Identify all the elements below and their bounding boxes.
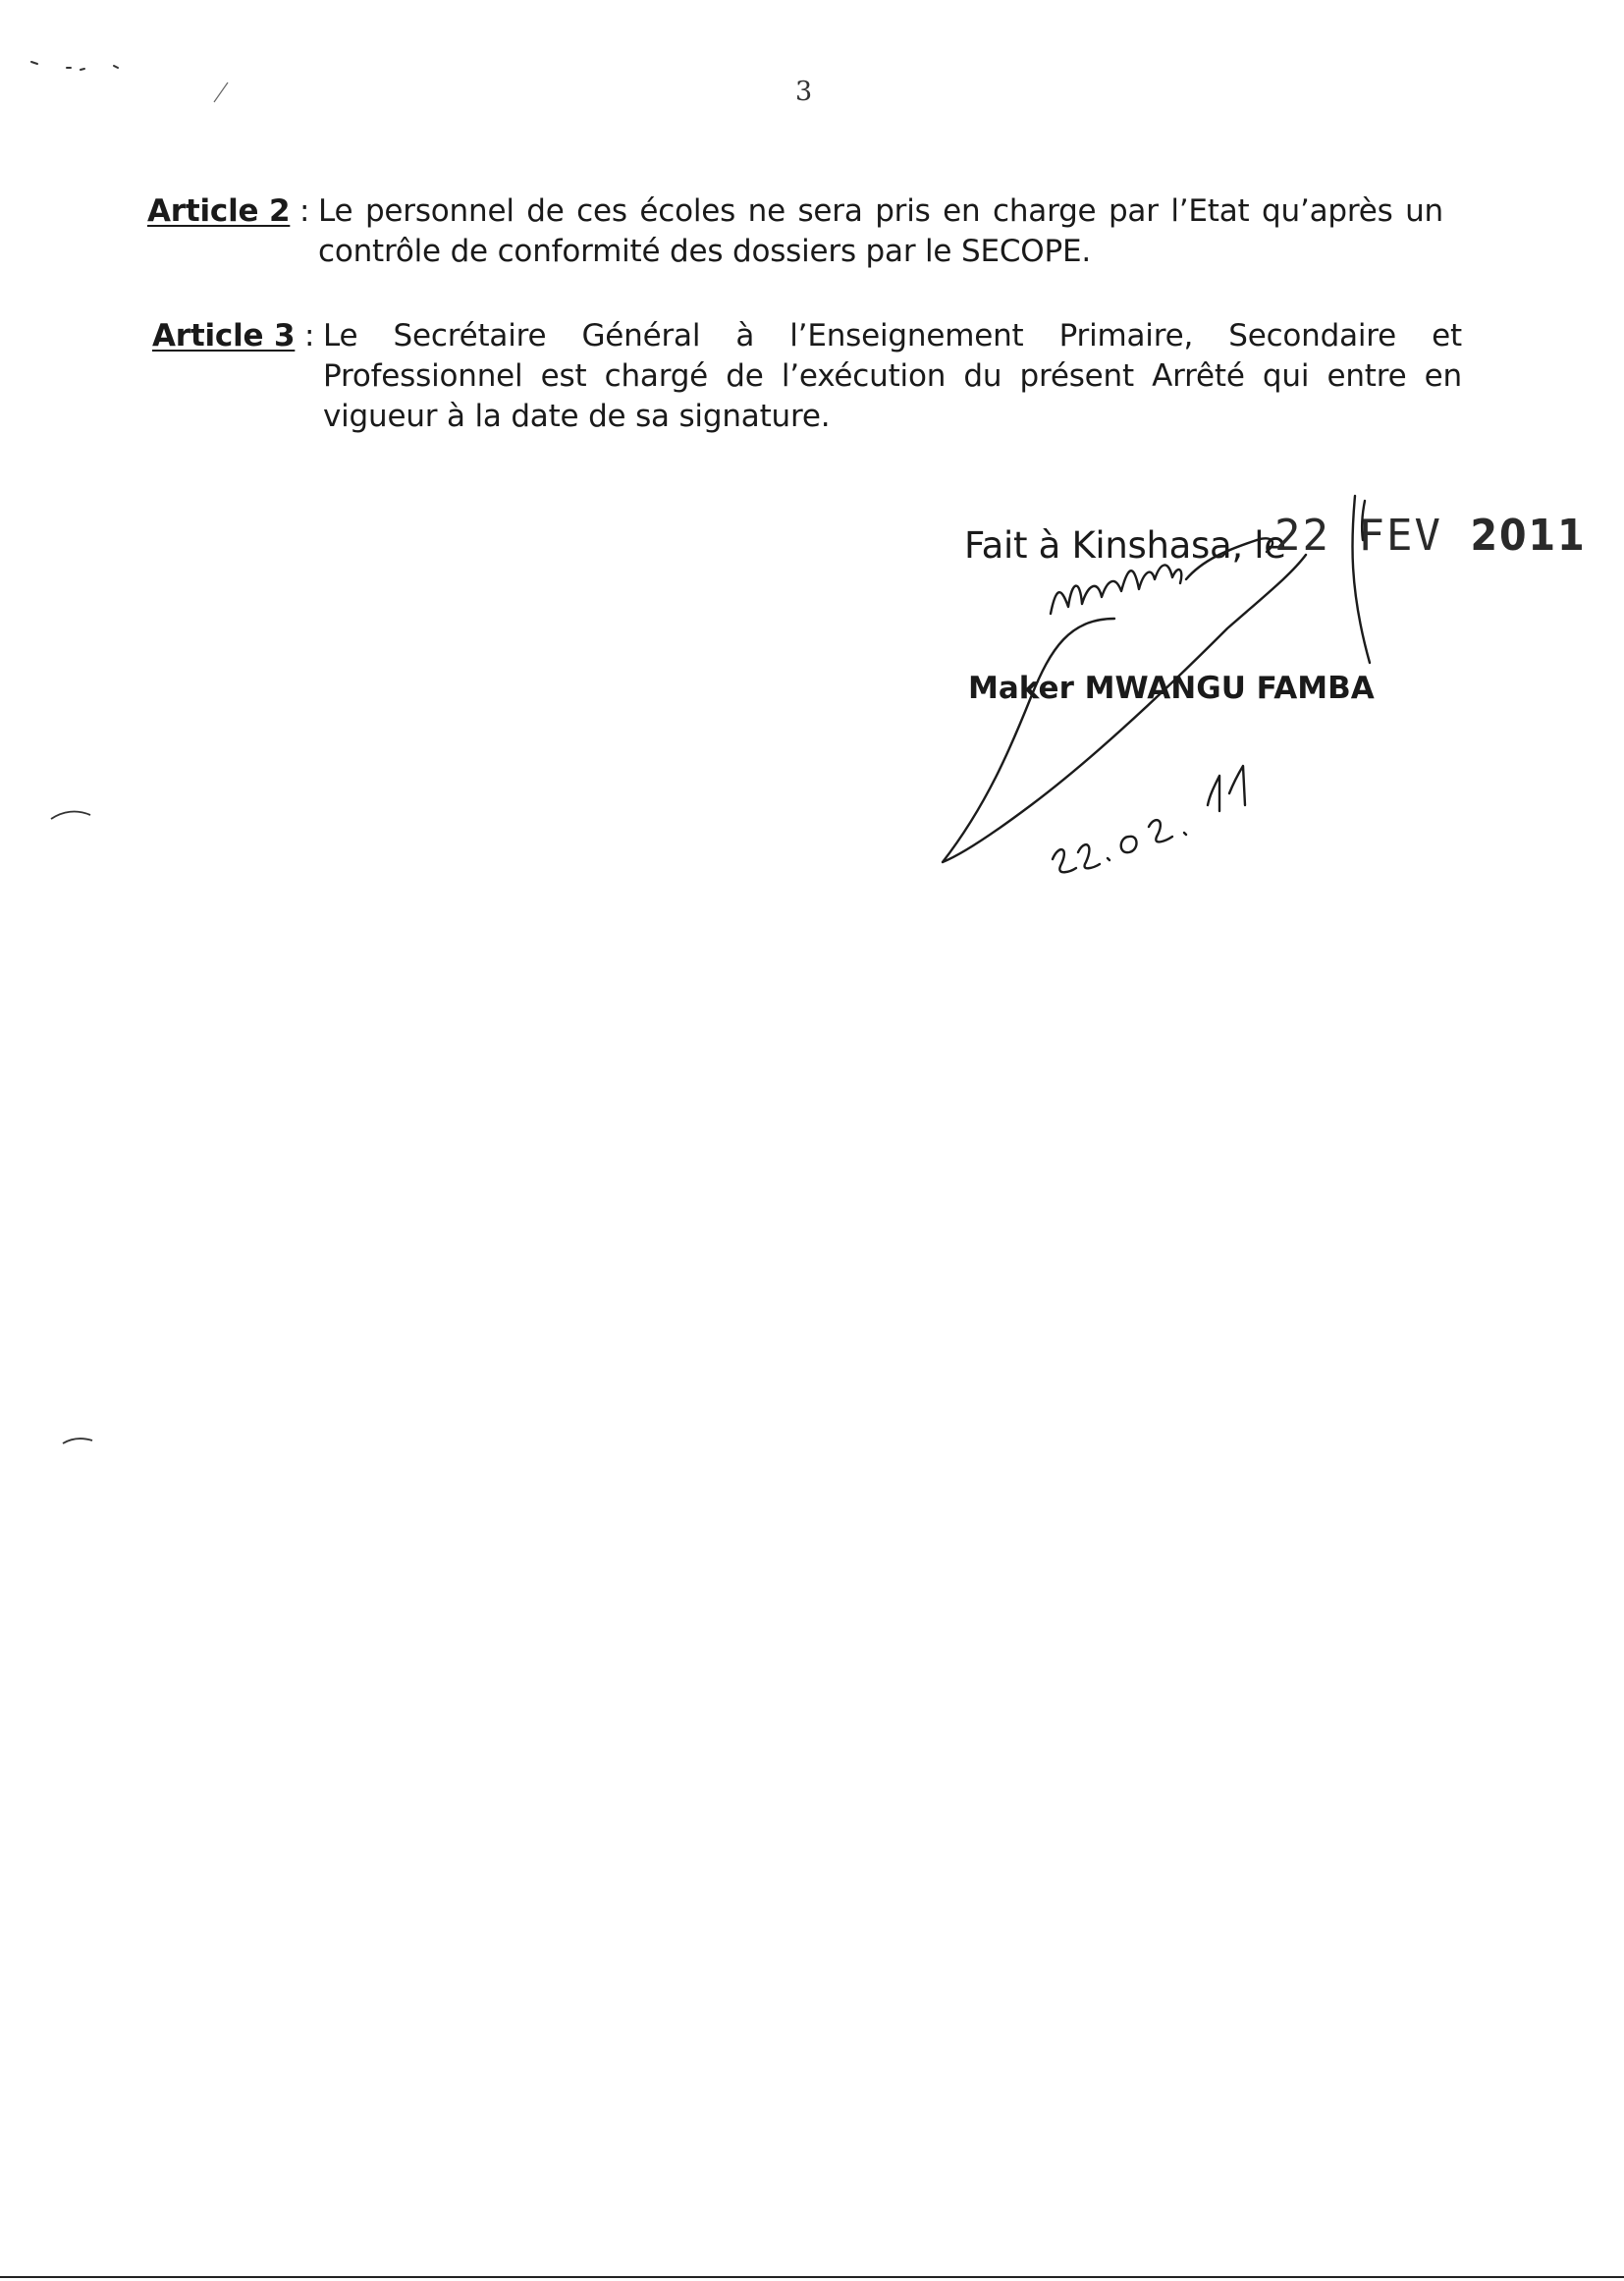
page-bottom-edge xyxy=(0,2276,1624,2278)
article-text: Le Secrétaire Général à l’Enseignement Primaire, Secondaire et Professionnel est chargé de l’exécution du présent Arrêté qui entre en vigueur à la date de sa signature. xyxy=(323,318,1462,434)
article-label xyxy=(152,316,314,356)
scan-speck xyxy=(59,1432,98,1451)
article-label-separator: : xyxy=(295,318,315,353)
scan-speck xyxy=(208,79,238,108)
stamp-year: 2011 xyxy=(1470,511,1587,561)
signatory-name: Maker MWANGU FAMBA xyxy=(968,671,1375,706)
handwritten-signature xyxy=(933,481,1404,894)
article-label-name: Article 2 xyxy=(147,193,291,229)
place-date: Fait à Kinshasa, le xyxy=(964,524,1286,567)
page-number: 3 xyxy=(795,77,813,107)
scan-speck xyxy=(47,805,96,825)
article-label-name: Article 3 xyxy=(152,318,296,353)
article-label-separator: : xyxy=(290,193,310,229)
stamp-day: 22 xyxy=(1274,511,1330,561)
stamp-month: FEV xyxy=(1358,511,1442,561)
article-text: Le personnel de ces écoles ne sera pris en charge par l’Etat qu’après un contrôle de conformité des dossiers par le SECOPE. xyxy=(318,193,1443,269)
scan-speck xyxy=(20,54,128,83)
article-label xyxy=(147,191,309,232)
